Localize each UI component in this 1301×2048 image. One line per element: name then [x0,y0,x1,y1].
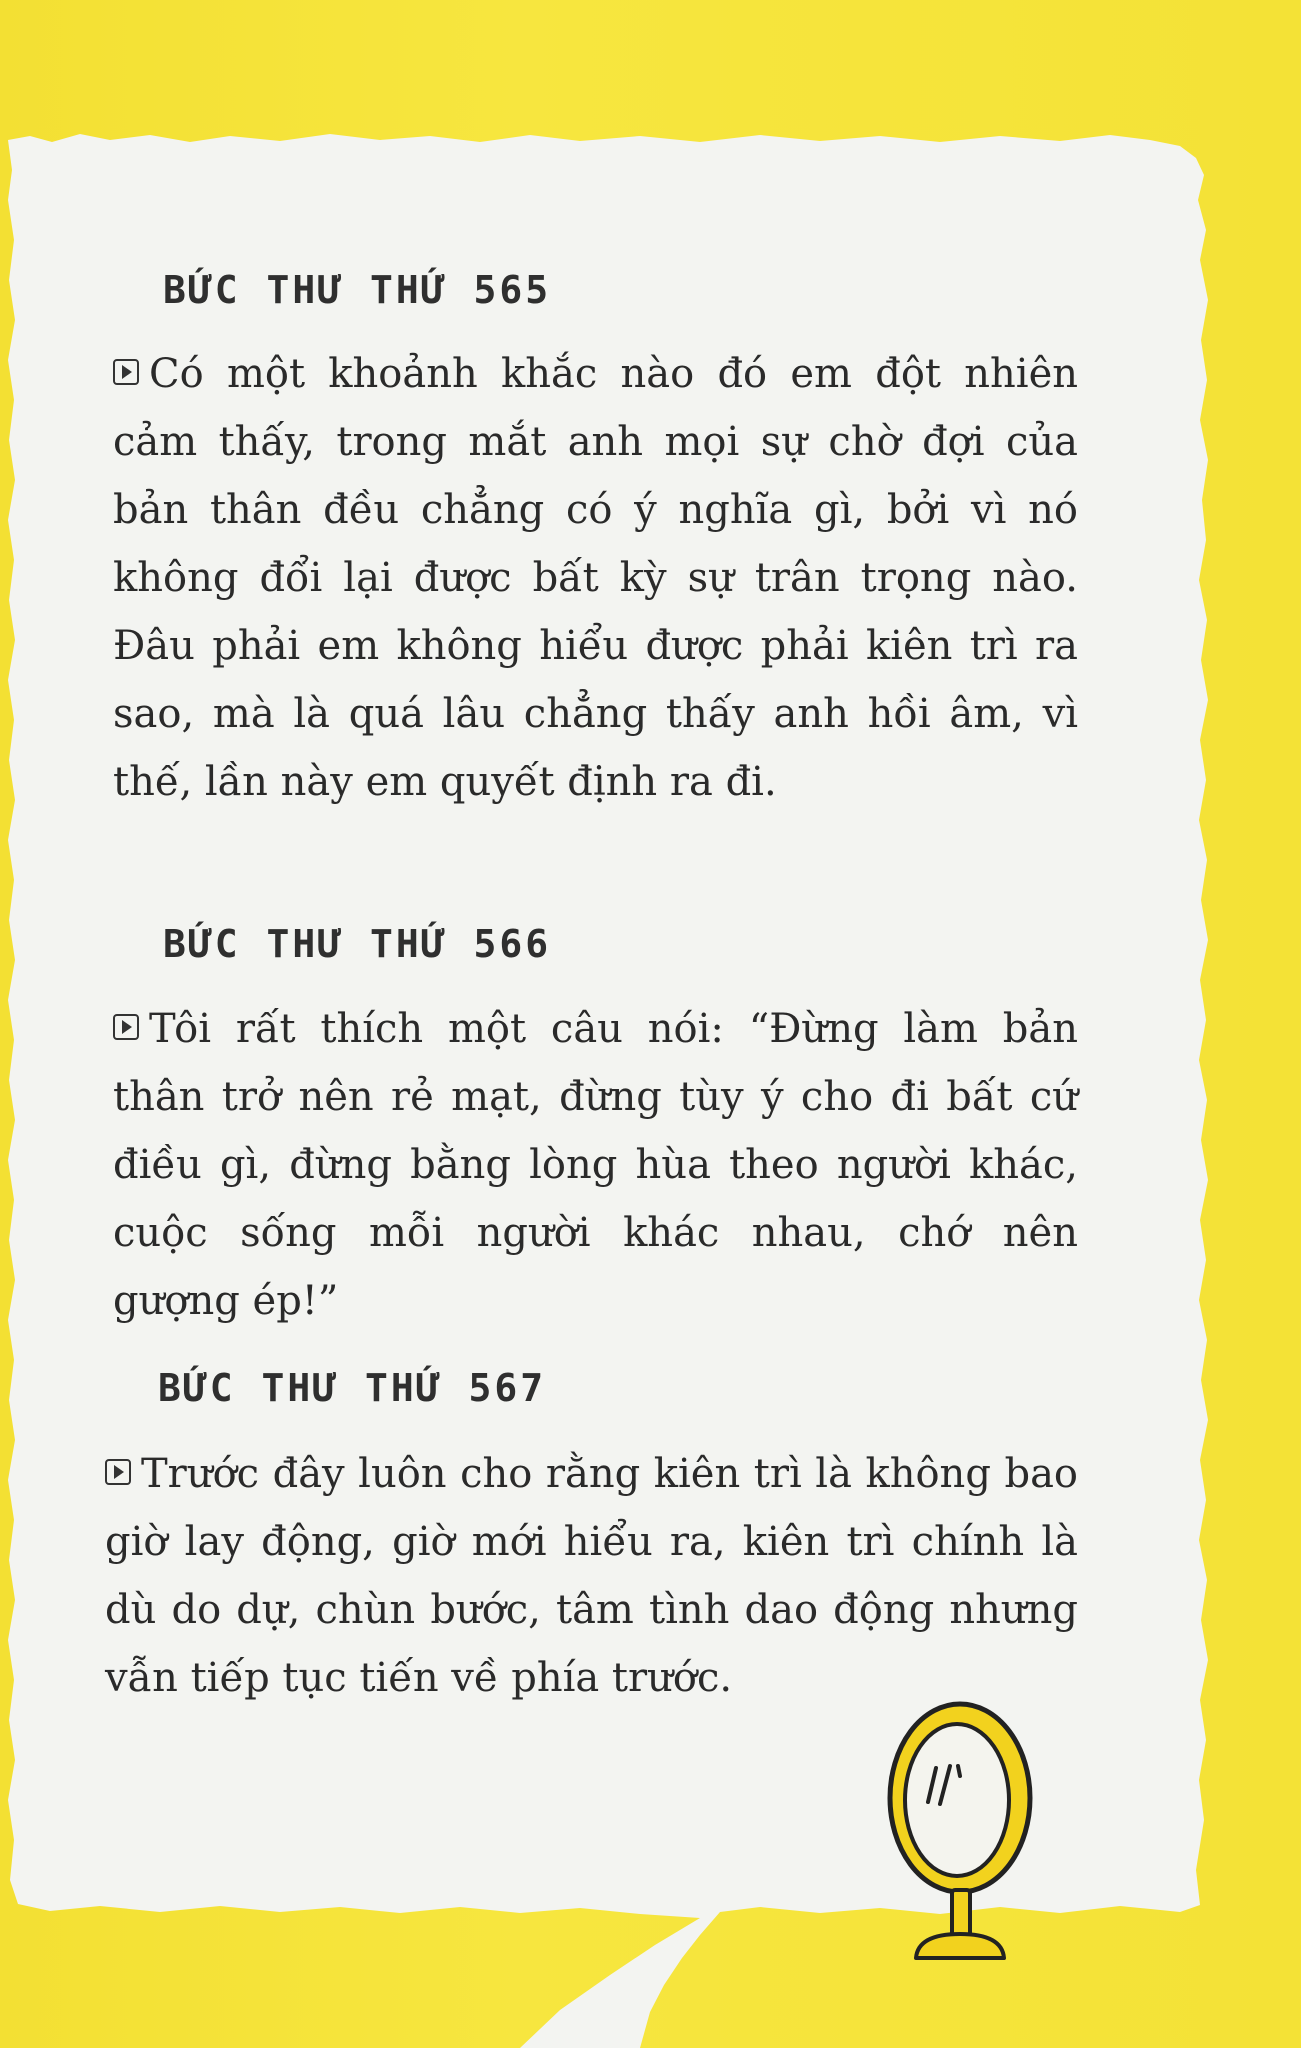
letter-heading-566: BỨC THƯ THỨ 566 [163,922,552,966]
letter-body-566 [113,995,1078,1335]
letter-text-567: Trước đây luôn cho rằng kiên trì là không bao giờ lay động, giờ mới hiểu ra, kiên trì chính là dù do dự, chùn bước, tâm tình dao động nhưng vẫn tiếp tục tiến về phía trước. [105,1451,1078,1701]
hand-mirror-icon [870,1690,1050,1980]
play-box-icon [105,1459,131,1485]
letter-text-565: Có một khoảnh khắc nào đó em đột nhiên cảm thấy, trong mắt anh mọi sự chờ đợi của bản thân đều chẳng có ý nghĩa gì, bởi vì nó không đổi lại được bất kỳ sự trân trọng nào. Đâu phải em không hiểu được phải kiên trì ra sao, mà là quá lâu chẳng thấy anh hồi âm, vì thế, lần này em quyết định ra đi. [113,351,1078,805]
play-box-icon [113,1014,139,1040]
letter-heading-565: BỨC THƯ THỨ 565 [163,268,552,312]
letter-text-566: Tôi rất thích một câu nói: “Đừng làm bản thân trở nên rẻ mạt, đừng tùy ý cho đi bất cứ điều gì, đừng bằng lòng hùa theo người khác, cuộc sống mỗi người khác nhau, chớ nên gượng ép!” [113,1006,1078,1324]
letter-heading-567: BỨC THƯ THỨ 567 [158,1366,547,1410]
letter-body-567 [105,1440,1078,1712]
letter-body-565 [113,340,1078,816]
play-box-icon [113,359,139,385]
